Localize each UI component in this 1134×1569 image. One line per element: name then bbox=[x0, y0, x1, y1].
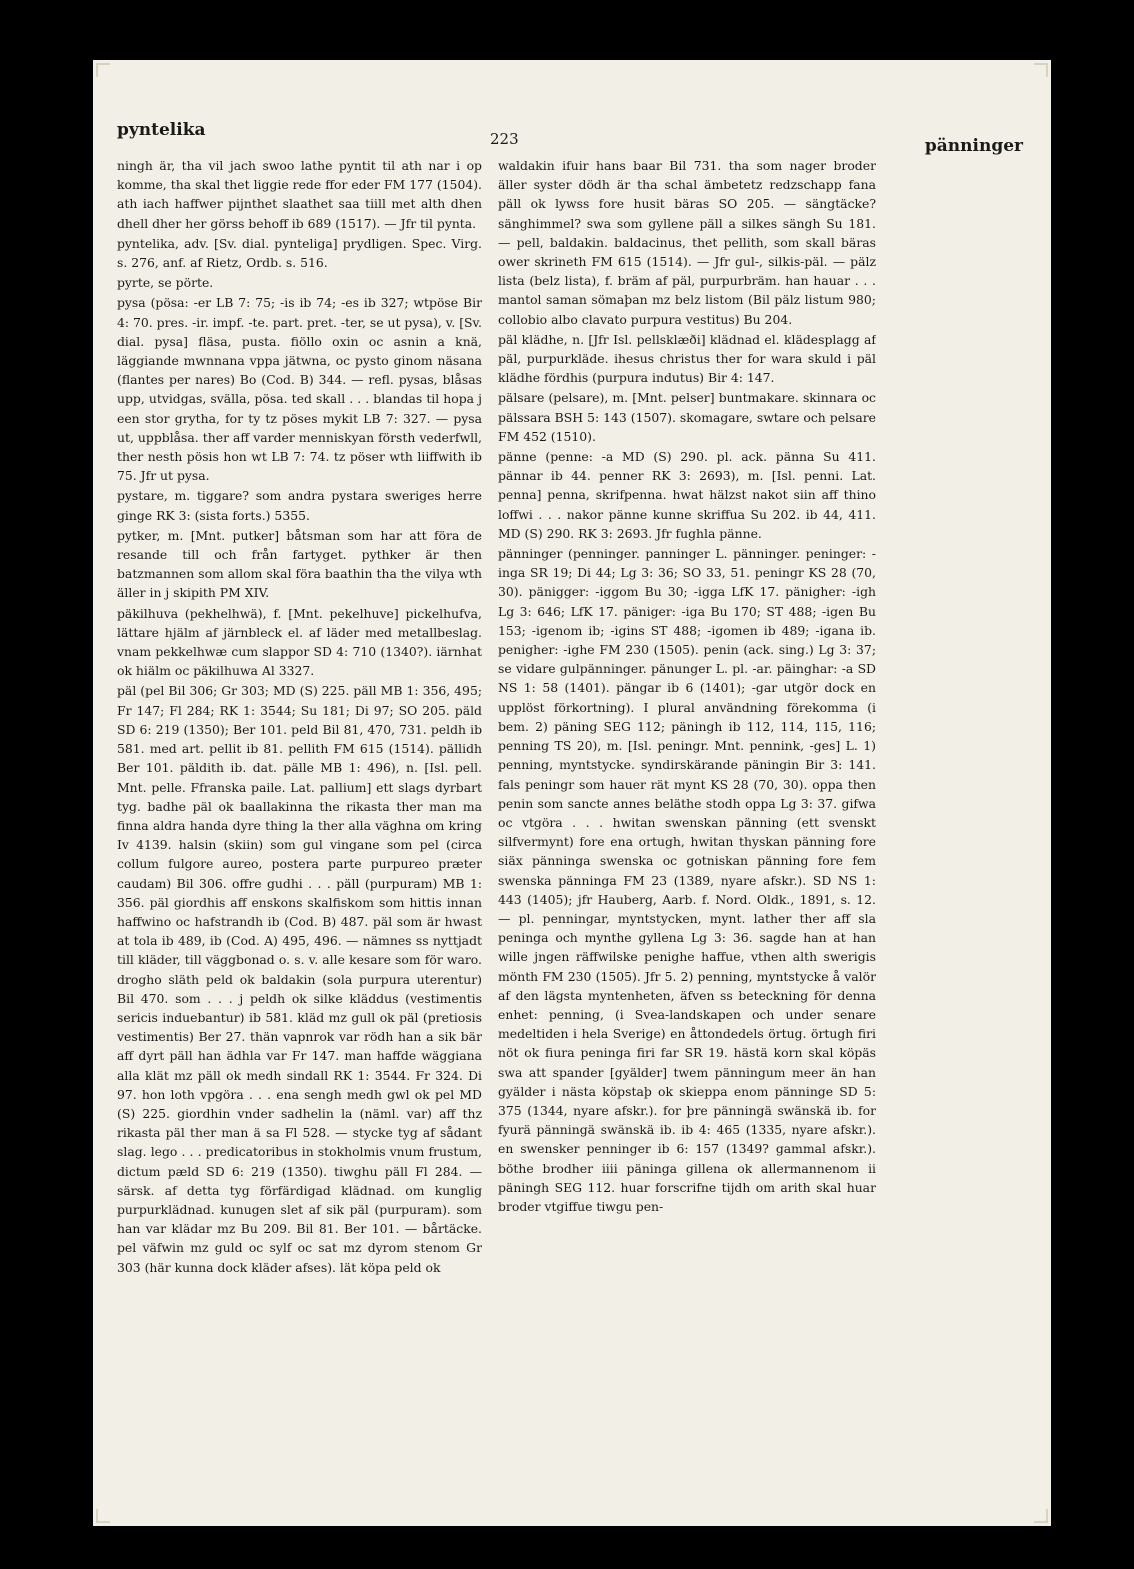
entry-text: pyrte, se pörte. bbox=[117, 275, 214, 291]
entry-text: päl (pel Bil 306; Gr 303; MD (S) 225. päll MB 1: 356, 495; Fr 147; Fl 284; RK 1: 3544; Su 181; Di 97; SO 205. päld SD 6: 219 (1350); Ber 101. peld Bil 81, 470, 731. peldh ib 581. med art. pellit ib 81. pellith FM 615 (1514). pällidh Ber 101. päldith ib. dat. pälle MB 1: 496), n. [Isl. pell. Mnt. pelle. Ffranska paile. Lat. pallium] ett slags dyrbart tyg. badhe päl ok baallakinna the rikasta ther man ma finna aldra handa dyre thing la ther alla väghna om kring Iv 4139. halsin (skiin) som gul vingane som pel (circa collum fulgore aureo, postera parte purpureo præter caudam) Bil 306. offre gudhi . . . päll (purpuram) MB 1: 356. päl giordhis aff enskons skalfiskom som hittis innan haffwino oc hafstrandh ib (Cod. B) 487. päl som är hwast at tola ib 489, ib (Cod. A) 495, 496. — nämnes ss nyttjadt till kläder, till väggbonad o. s. v. alle kesare som för waro. drogho släth peld ok baldakin (sola purpura uterentur) Bil 470. som . . . j peldh ok silke kläddus (vestimentis sericis induebantur) ib 581. kläd mz gull ok päl (pretiosis vestimentis) Ber 27. thän vapnrok var rödh han a sik bär aff dyrt päll han ädhla var Fr 147. man haffde wäggiana alla klät mz päll ok medh sindall RK 1: 3544. Fr 324. Di 97. hon loth vpgöra . . . ena sengh medh gwl ok pel MD (S) 225. giordhin vnder sadhelin la (näml. var) aff thz rikasta päl ther man ä sa Fl 528. — stycke tyg af sådant slag. lego . . . predicatoribus in stokholmis vnum frustum, dictum pæld SD 6: 219 (1350). tiwghu päll Fl 284. — särsk. af detta tyg förfärdigad klädnad. om kunglig purpurklädnad. kunugen slet af sik päl (purpuram). som han var klädar mz Bu 209. Bil 81. Ber 101. — bårtäcke. pel väfwin mz guld oc sylf oc sat mz dyrom stenom Gr 303 (här kunna dock kläder afses). lät köpa peld ok bbox=[117, 683, 482, 1275]
right-column bbox=[498, 156, 876, 1418]
corner-marker bbox=[1034, 63, 1048, 77]
entry-text: pysa (pösa: -er LB 7: 75; -is ib 74; -es ib 327; wtpöse Bir 4: 70. pres. -ir. impf. -te. part. pret. -ter, se ut pysa), v. [Sv. dial. pysa] fläsa, pusta. fiöllo oxin oc asnin a knä, läggiande mwnnana vppa jätwna, oc pysto ginom näsana (flantes per nares) Bo (Cod. B) 344. — refl. pysas, blåsas upp, utvidgas, svälla, pösa. ted skall . . . blandas til hopa j een stor grytha, for ty tz pöses mykit LB 7: 327. — pysa ut, uppblåsa. ther aff varder menniskyan försth vederfwll, ther nesth pösis hon wt LB 7: 74. tz pöser wth liiffwith ib 75. Jfr ut pysa. bbox=[117, 295, 482, 484]
entry-text: pystare, m. tiggare? som andra pystara sweriges herre ginge RK 3: (sista forts.) 5355. bbox=[117, 488, 482, 523]
entry-text: pänninger (penninger. panninger L. pänninger. peninger: -inga SR 19; Di 44; Lg 3: 36; SO 33, 51. peningr KS 28 (70, 30). pänigger: -iggom Bu 30; -igga LfK 17. pänigher: -igh Lg 3: 646; LfK 17. päniger: -iga Bu 170; ST 488; -igen Bu 153; -igenom ib; -igins ST 488; -igomen ib 489; -igana ib. penigher: -ighe FM 230 (1505). penin (ack. sing.) Lg 3: 37; se vidare gulpänninger. pänunger L. pl. -ar. päinghar: -a SD NS 1: 58 (1401). pängar ib 6 (1401); -gar utgör dock en upplöst förkortning). I plural användning förekomma (i bem. 2) päning SEG 112; päningh ib 112, 114, 115, 116; penning TS 20), m. [Isl. peningr. Mnt. pennink, -ges] L. 1) penning, myntstycke. syndirskärande päningin Bir 3: 141. fals peningr som hauer rät mynt KS 28 (70, 30). oppa then penin som sancte annes beläthe stodh oppa Lg 3: 37. gifwa oc vtgöra . . . hwitan swenskan pänning (ett svenskt silfvermynt) fore ena ortugh, hwitan thyskan pänning fore siäx pänninga swenska oc gotniskan pänning fore fem swenska pänninga FM 23 (1389, nyare afskr.). SD NS 1: 443 (1405); jfr Hauberg, Aarb. f. Nord. Oldk., 1891, s. 12. — pl. penningar, myntstycken, mynt. lather ther aff sla peninga och mynthe gyllena Lg 3: 36. sagde han at han wille jngen räffwilske penighe haffue, vthen alth swerigis mönth FM 230 (1505). Jfr 5. 2) penning, myntstycke å valör af den lägsta myntenheten, äfven ss beteckning för denna enhet: penning, (i Svea-landskapen och under senare medeltiden i hela Sverige) en åttondedels örtug. örtugh firi nöt ok fiura peninga firi far SR 19. hästä korn skal köpäs swa att spander [gyälder] twem pänningum meer än han gyälder i nästa köpstaþ ok skieppa enom pänninge SD 5: 375 (1344, nyare afskr.). for þre pänningä swänskä ib. for fyurä pänningä swänskä ib. ib 4: 465 (1335, nyare afskr.). en swensker penninger ib 6: 157 (1349? gammal afskr.). böthe brodher iiii päninga gillena ok allermannenom ii päningh SEG 112. huar forscrifne tijdh om arith skal huar broder vtgiffue tiwgu pen- bbox=[498, 546, 876, 1214]
entry-text: pytker, m. [Mnt. putker] båtsman som har att föra de resande till och från fartyget. pythker är then batzmannen som allom skal föra baathin tha the vilya wth äller in j skipith PM XIV. bbox=[117, 527, 482, 601]
corner-marker bbox=[96, 63, 110, 77]
entry-text: ningh är, tha vil jach swoo lathe pyntit til ath nar i op komme, tha skal thet liggie rede ffor eder FM 177 (1504). ath iach haffwer pijnthet slaathet saa tiill met alth dhen dhell dher her görss behoff ib 689 (1517). — Jfr til pynta. bbox=[117, 158, 482, 231]
entry-text: pyntelika, adv. [Sv. dial. pynteliga] prydligen. Spec. Virg. s. 276, anf. af Rietz, Ordb. s. 516. bbox=[117, 235, 482, 271]
entry-text: päl klädhe, n. [Jfr Isl. pellsklæði] klädnad el. klädesplagg af päl, purpurkläde. ihesus christus ther for wara skuld i päl klädhe fördhis (purpura indutus) Bir 4: 147. bbox=[498, 331, 876, 386]
entry-text: waldakin ifuir hans baar Bil 731. tha som nager broder äller syster dödh är tha schal ämbetetz redzschapp fana päll ok lywss fore husit bäras SO 205. — sängtäcke? sänghimmel? swa som gyllene päll a silkes sängh Su 181. — pell, baldakin. baldacinus, thet pellith, som skall bäras ower skrineth FM 615 (1514). — Jfr gul-, silkis-päl. — pälz lista (belz lista), f. bräm af päl, purpurbräm. han hauar . . . mantol saman sömaþan mz belz listom (Bil pälz listum 980; collobio albo clavato purpura vestitus) Bu 204. bbox=[498, 158, 876, 327]
entry-text: päkilhuva (pekhelhwä), f. [Mnt. pekelhuve] pickelhufva, lättare hjälm af järnbleck el. af läder med metallbeslag. vnam pekkelhwæ cum slappor SD 4: 710 (1340?). iärnhat ok hiälm oc päkilhuwa Al 3327. bbox=[117, 605, 482, 679]
left-guide-word: pyntelika bbox=[117, 120, 206, 140]
corner-marker bbox=[1034, 1509, 1048, 1523]
page-header bbox=[93, 120, 1051, 156]
left-column bbox=[117, 156, 482, 1418]
dictionary-page bbox=[93, 60, 1051, 1526]
entry-text: pänne (penne: -a MD (S) 290. pl. ack. pänna Su 411. pännar ib 44. penner RK 3: 2693), m. [Isl. penni. Lat. penna] penna, skrifpenna. hwat hälzst nakot siin aff thino loffwi . . . nakor pänne kunne skriffua Su 202. ib 44, 411. MD (S) 290. RK 3: 2693. Jfr fughla pänne. bbox=[498, 449, 876, 541]
page-number: 223 bbox=[490, 130, 519, 148]
corner-marker bbox=[96, 1509, 110, 1523]
right-guide-word: pänninger bbox=[924, 136, 1023, 156]
entry-text: pälsare (pelsare), m. [Mnt. pelser] buntmakare. skinnara oc pälssara BSH 5: 143 (1507). skomagare, swtare och pelsare FM 452 (1510). bbox=[498, 390, 876, 444]
